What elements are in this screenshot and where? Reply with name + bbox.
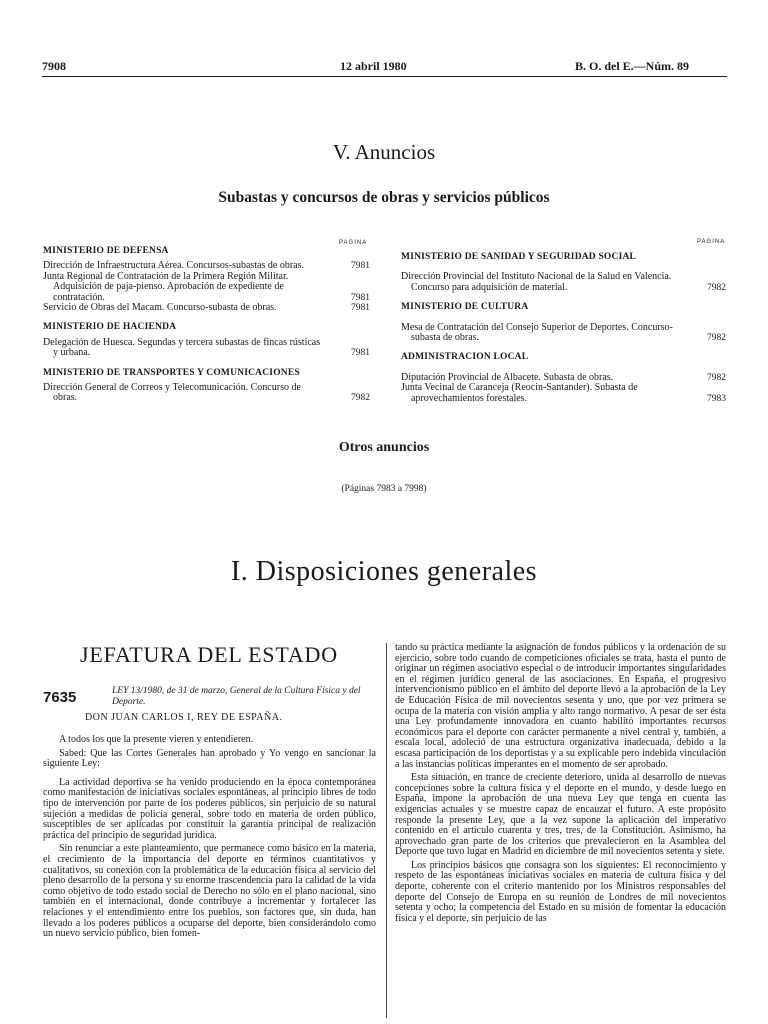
index-right-column bbox=[401, 252, 726, 404]
index-entry[interactable] bbox=[401, 383, 726, 404]
entry-text: Servicio de Obras del Macam. Concurso-subasta de obras. bbox=[43, 302, 277, 314]
ministry-heading: MINISTERIO DE TRANSPORTES Y COMUNICACIONES bbox=[43, 367, 300, 378]
index-entry[interactable] bbox=[401, 272, 726, 293]
entry-text: Junta Vecinal de Caranceja (Reocin-Santander). Subasta de aprovechamientos forestales. bbox=[401, 382, 638, 404]
section-title: V. Anuncios bbox=[332, 140, 436, 164]
pagina-label-left: PAGINA bbox=[339, 240, 368, 246]
page-number: 7908 bbox=[42, 59, 66, 73]
publication-name: B. O. del E.—Núm. 89 bbox=[575, 59, 690, 73]
entry-text: Dirección General de Correos y Telecomunicación. Concurso de obras. bbox=[43, 382, 301, 404]
entry-page: 7981 bbox=[351, 292, 370, 303]
otros-anuncios-heading: Otros anuncios bbox=[338, 440, 430, 455]
body-paragraph: Los principios básicos que consagra son los siguientes: El reconocimiento y respeto de las espontáneas iniciativas sociales en materia de cultura física y del deporte, coherente con el criterio mantenido por los Ministros responsables del deporte del Consejo de Europa en su reunión de Londres de mil novecientos setenta y ocho; la competencia del Estado en su misión de fomentar la educación física y el deporte, sin perjuicio de las bbox=[395, 859, 726, 924]
otros-anuncios-pages: (Páginas 7983 a 7998) bbox=[341, 484, 427, 494]
header-rule bbox=[42, 76, 727, 77]
entry-text: Mesa de Contratación del Consejo Superior de Deportes. Concurso-subasta de obras. bbox=[401, 321, 673, 344]
index-entry[interactable] bbox=[43, 303, 370, 313]
body-paragraph: La actividad deportiva se ha venido produciendo en la época contemporánea como manifestación de iniciativas sociales espontáneas, al principio libres de todo tipo de intervención por parte de los poderes públicos, sin perjuicio de su natural sujeción a medidas de policía general, sobre todo en materia de orden público, susceptibles de ser aplicadas por constituir la garantía principal de realización práctica del principio de seguridad jurídica. bbox=[43, 776, 376, 841]
entry-text: Delegación de Huesca. Segundas y tercera subastas de fincas rústicas y urbana. bbox=[43, 336, 321, 359]
entry-page: 7983 bbox=[707, 393, 726, 404]
law-title: LEY 13/1980, de 31 de marzo, General de la Cultura Física y del Deporte. bbox=[112, 686, 361, 707]
index-entry[interactable] bbox=[401, 323, 726, 344]
entry-page: 7981 bbox=[351, 348, 370, 359]
entry-text: Dirección de Infraestructura Aérea. Concursos-subastas de obras. bbox=[43, 260, 305, 272]
body-paragraph: A todos los que la presente vieren y entendieren. bbox=[59, 734, 254, 745]
entry-text: Junta Regional de Contratación de la Primera Región Militar. Adquisición de paja-pienso. Aprobación de expediente de contratación. bbox=[43, 270, 289, 303]
king-heading: DON JUAN CARLOS I, REY DE ESPAÑA. bbox=[85, 712, 283, 723]
entry-page: 7982 bbox=[707, 372, 726, 383]
entry-page: 7981 bbox=[351, 303, 370, 314]
index-entry[interactable] bbox=[43, 338, 370, 359]
organ-heading: JEFATURA DEL ESTADO bbox=[80, 642, 338, 667]
ministry-heading: MINISTERIO DE SANIDAD Y SEGURIDAD SOCIAL bbox=[401, 252, 637, 262]
body-paragraph: Esta situación, en trance de creciente deterioro, unida al desarrollo de nuevas concepciones sobre la cultura física y el deporte en el mundo, y desde luego en España, impone la aprobación de una nueva Ley que tenga en cuenta las exigencias actuales y se muestre capaz de encauzar el futuro. A este propósito responde la presente Ley, que a la vez supone la aplicación del imperativo contenido en el artículo cuarenta y tres, tres, de la Constitución. Asimismo, ha aprovechado gran parte de los criterios que prevalecieron en la Asamblea del Deporte que tuvo lugar en Madrid en diciembre de mil novecientos setenta y siete. bbox=[395, 772, 726, 858]
issue-date: 12 abril 1980 bbox=[340, 59, 407, 73]
body-paragraph: Sabed: Que las Cortes Generales han aprobado y Yo vengo en sancionar la siguiente Ley: bbox=[43, 747, 376, 770]
entry-page: 7982 bbox=[707, 333, 726, 344]
index-left-column bbox=[43, 246, 370, 404]
index-entry[interactable] bbox=[43, 272, 370, 303]
entry-text: Dirección Provincial del Instituto Nacional de la Salud en Valencia. Concurso para adquisición de material. bbox=[401, 271, 672, 293]
index-entry[interactable] bbox=[43, 383, 370, 404]
pagina-label-right: PAGINA bbox=[697, 239, 726, 245]
ministry-heading: MINISTERIO DE CULTURA bbox=[401, 302, 529, 313]
body-paragraph: tando su práctica mediante la asignación de fondos públicos y la ordenación de su ejercicio, sobre todo cuando de competiciones oficiales se trata, hasta el punto de originar un régimen asociativo especial o de introducir importantes singularidades en el régimen jurídico general de las asociaciones. En España, el progresivo intervencionismo público en el ámbito del deporte llevó a la aprobación de la Ley de Educación Física de mil novecientos sesenta y uno, que por vez primera se ocupa de la materia con visión amplia y alto rango normativo. A pesar de ser ésta una Ley profundamente innovadora en cuanto habilitó importantes recursos económicos para el deporte con carácter permanente a nivel central y, también, a escala local, adoleció de una estructura organizativa inadecuada, debido a la escasa participación de los deportistas y a su explicable pero indebida vinculación a las instancias políticas imperantes en el momento de ser aprobado. bbox=[395, 642, 726, 770]
body-right-column bbox=[395, 643, 726, 927]
entry-page: 7982 bbox=[351, 393, 370, 404]
body-left-column bbox=[43, 735, 376, 943]
section-subtitle: Subastas y concursos de obras y servicios públicos bbox=[218, 189, 550, 206]
law-number: 7635 bbox=[43, 689, 77, 706]
ministry-heading: MINISTERIO DE DEFENSA bbox=[43, 246, 169, 256]
ministry-heading: ADMINISTRACION LOCAL bbox=[401, 352, 529, 363]
body-paragraph: Sin renunciar a este planteamiento, que permanece como básico en la materia, el crecimiento de la importancia del deporte en términos cuantitativos y cualitativos, su conexión con la problemática de la educación física al servicio del pleno desarrollo de la persona y su enorme trascendencia para la calidad de la vida como objetivo de todo estado social de Derecho no sólo en el plano nacional, sino también en el internacional, donde contribuye a incrementar y fortalecer las relaciones y el entendimiento entre los pueblos, son factores que, sin duda, han llevado a los poderes públicos a ocuparse del deporte, bien considerándolo como un nuevo servicio público, bien fomen- bbox=[43, 843, 376, 940]
entry-text: Diputación Provincial de Albacete. Subasta de obras. bbox=[401, 371, 614, 383]
entry-page: 7982 bbox=[707, 282, 726, 293]
entry-page: 7981 bbox=[351, 261, 370, 272]
disposiciones-heading: I. Disposiciones generales bbox=[230, 556, 538, 587]
column-divider bbox=[386, 643, 387, 1018]
ministry-heading: MINISTERIO DE HACIENDA bbox=[43, 322, 177, 333]
